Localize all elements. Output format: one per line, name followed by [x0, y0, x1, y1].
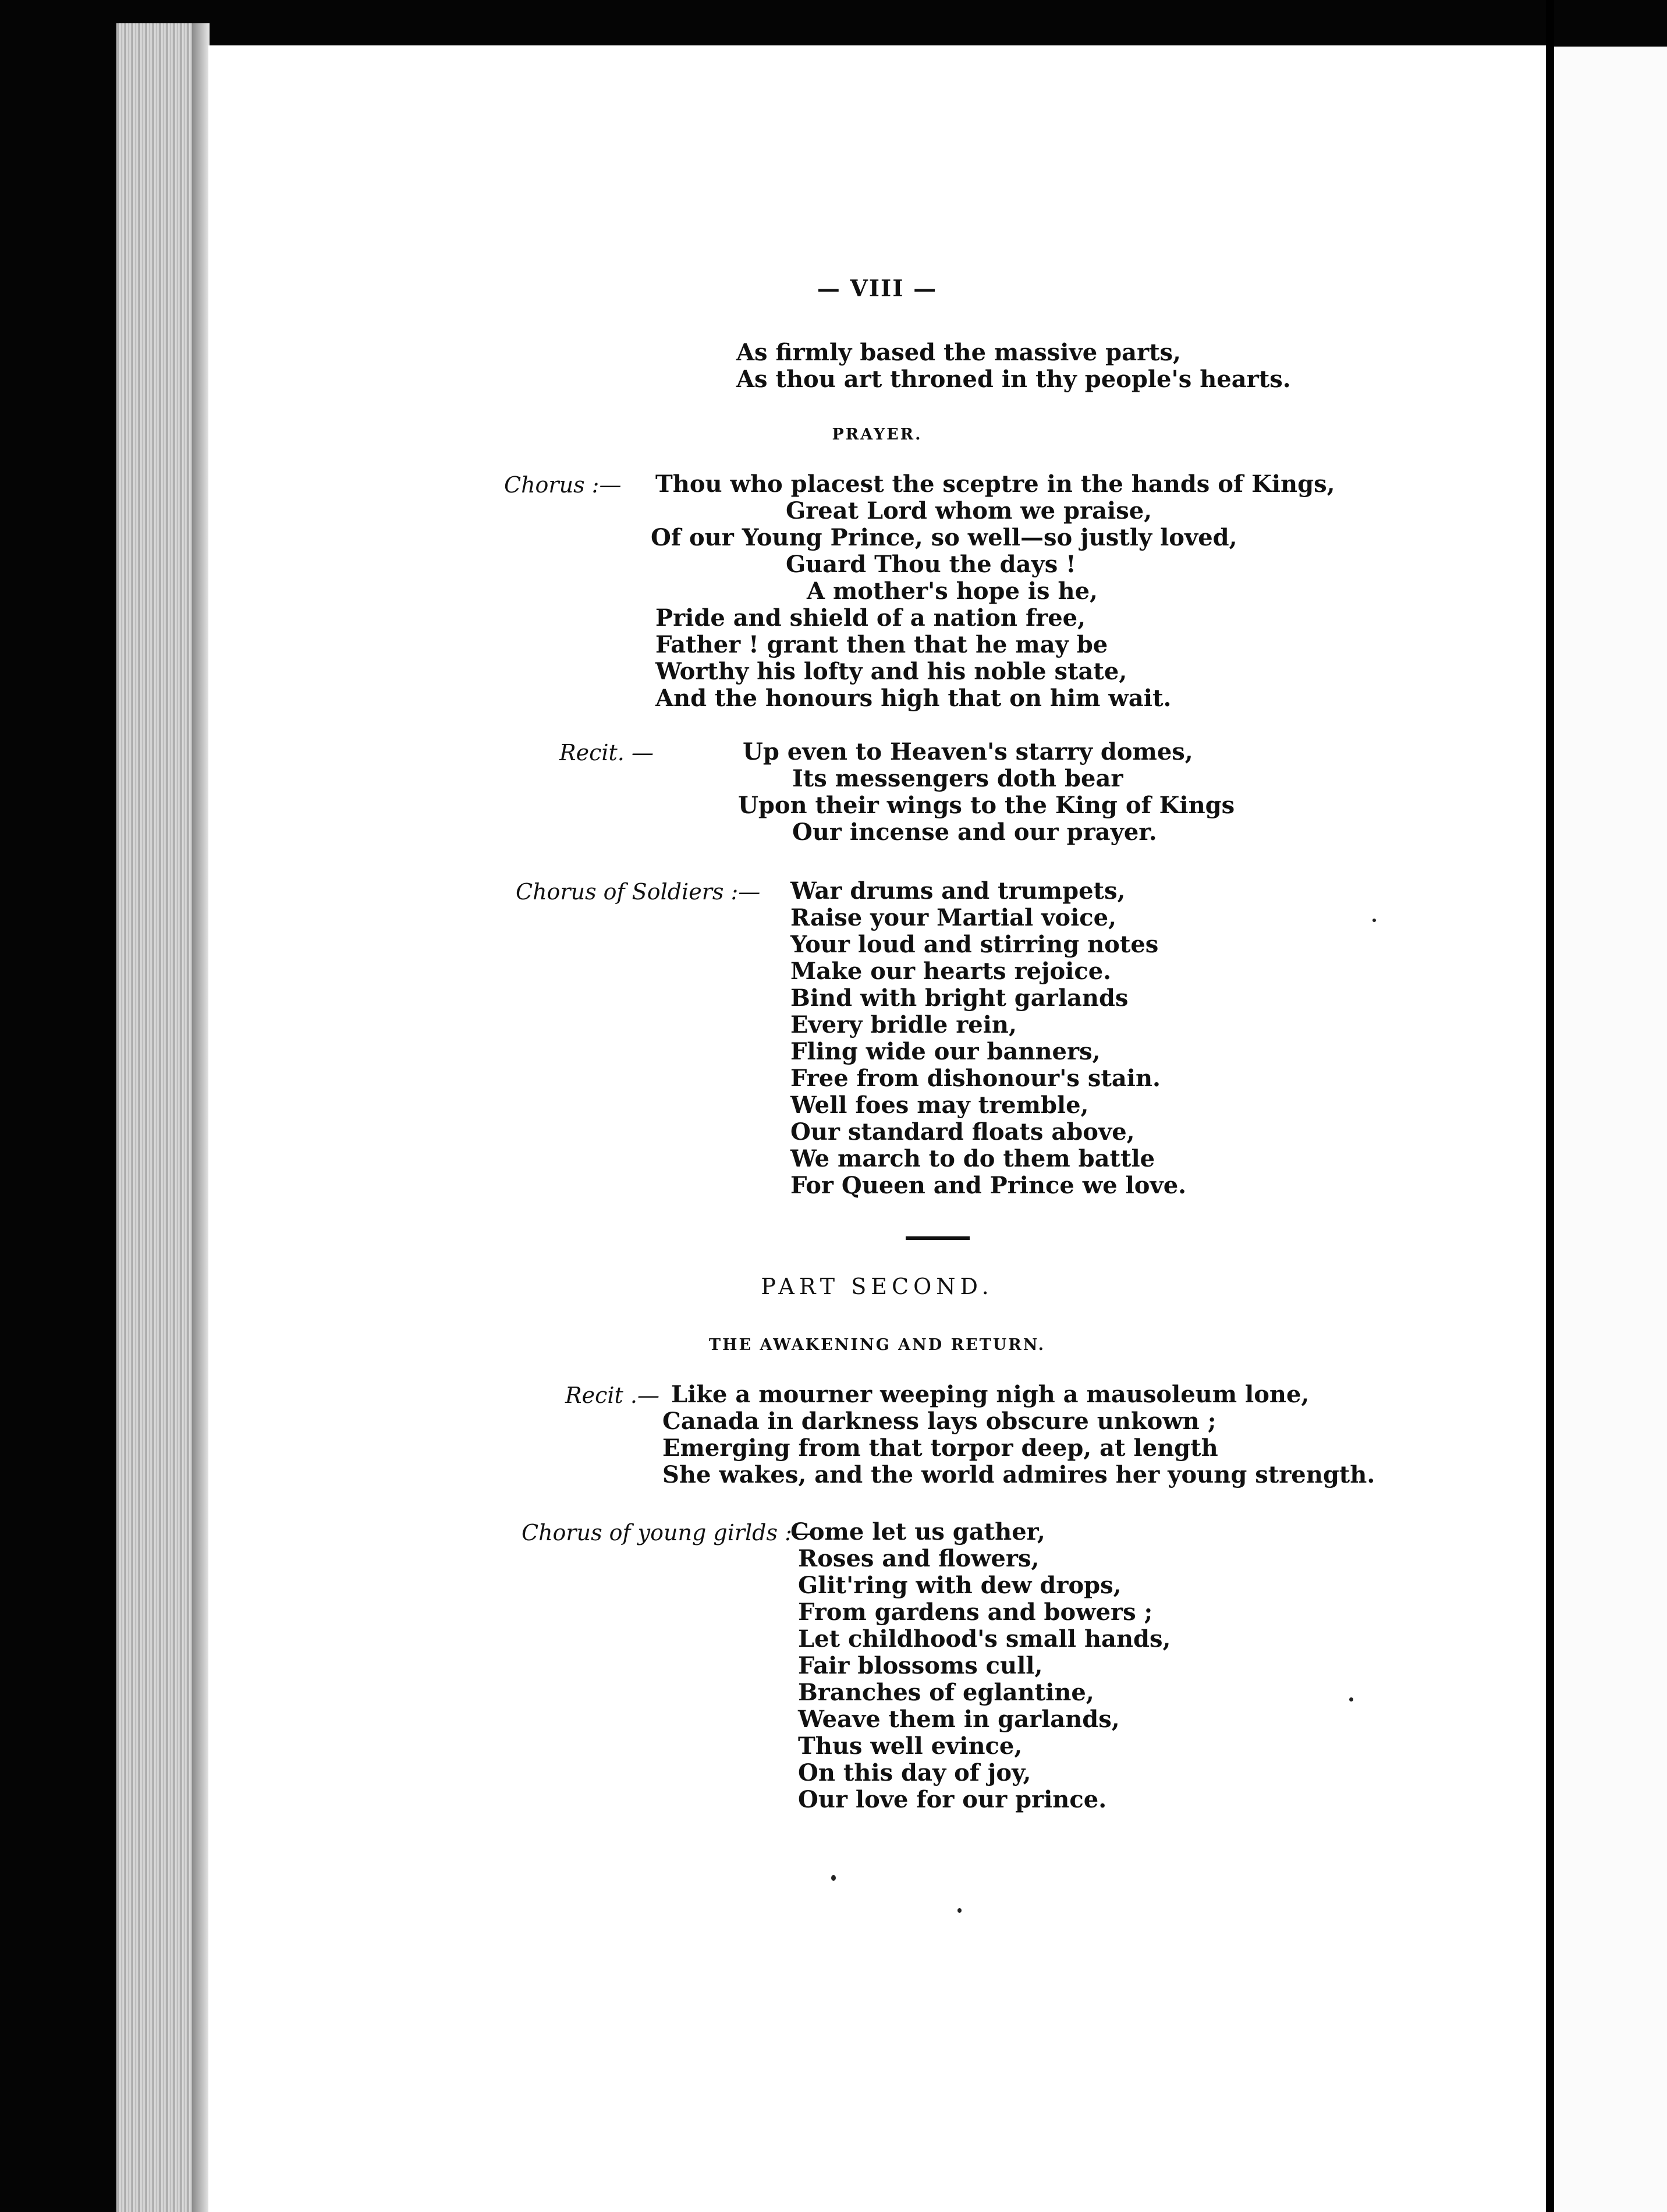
verse-line: On this day of joy, — [798, 1759, 1031, 1786]
verse-line: Up even to Heaven's starry domes, — [743, 738, 1193, 765]
book-gutter-shadow — [192, 23, 210, 2212]
verse-line: Raise your Martial voice, — [790, 904, 1116, 931]
recit-label: Recit .— — [565, 1383, 659, 1408]
verse-line: Of our Young Prince, so well—so justly loved, — [651, 524, 1237, 551]
verse-line: Every bridle rein, — [790, 1011, 1017, 1038]
book-page — [208, 45, 1546, 2212]
verse-line: Free from dishonour's stain. — [790, 1065, 1161, 1092]
verse-line: Branches of eglantine, — [798, 1679, 1094, 1706]
verse-line: Our standard floats above, — [790, 1118, 1135, 1146]
verse-line: Make our hearts rejoice. — [790, 958, 1112, 985]
page-number: — VIII — — [817, 275, 938, 302]
verse-line: Fling wide our banners, — [790, 1038, 1101, 1065]
verse-line: Like a mourner weeping nigh a mausoleum lone, — [671, 1381, 1310, 1408]
verse-line: Our incense and our prayer. — [792, 818, 1157, 846]
recit-label: Recit. — — [559, 740, 654, 765]
adjacent-page-edge — [1554, 47, 1667, 2212]
scan-speck — [1349, 1697, 1353, 1701]
scan-speck — [957, 1908, 962, 1913]
verse-line: And the honours high that on him wait. — [655, 685, 1172, 712]
verse-line: She wakes, and the world admires her young strength. — [662, 1461, 1375, 1488]
part-subheading: THE AWAKENING AND RETURN. — [708, 1336, 1046, 1354]
verse-line: Our love for our prince. — [798, 1786, 1107, 1813]
verse-line: Weave them in garlands, — [798, 1706, 1120, 1733]
verse-line: Pride and shield of a nation free, — [655, 604, 1086, 632]
gutter-right — [1546, 0, 1554, 2212]
verse-line: Guard Thou the days ! — [786, 551, 1076, 578]
girls-chorus-label: Chorus of young girlds :— — [522, 1520, 814, 1545]
verse-line: Thou who placest the sceptre in the hands of Kings, — [655, 470, 1335, 498]
section-divider — [906, 1236, 970, 1240]
verse-line: Bind with bright garlands — [790, 984, 1129, 1012]
verse-line: A mother's hope is he, — [807, 577, 1098, 605]
verse-line: Canada in darkness lays obscure unkown ; — [662, 1408, 1216, 1435]
verse-line: Fair blossoms cull, — [798, 1652, 1043, 1679]
verse-line: Let childhood's small hands, — [798, 1625, 1171, 1653]
verse-line: Father ! grant then that he may be — [655, 631, 1108, 658]
verse-line: Upon their wings to the King of Kings — [738, 792, 1235, 819]
verse-line: Well foes may tremble, — [790, 1091, 1089, 1119]
verse-line: Come let us gather, — [790, 1518, 1045, 1545]
verse-line: Worthy his lofty and his noble state, — [655, 658, 1127, 685]
verse-line: Thus well evince, — [798, 1732, 1023, 1760]
part-heading: PART SECOND. — [761, 1274, 994, 1299]
scan-speck — [1372, 919, 1376, 922]
verse-line: Its messengers doth bear — [792, 765, 1123, 792]
verse-line: As firmly based the massive parts, — [736, 339, 1181, 366]
scan-speck — [831, 1875, 836, 1881]
verse-line: For Queen and Prince we love. — [790, 1172, 1187, 1199]
chorus-label: Chorus :— — [504, 472, 622, 498]
section-heading-prayer: PRAYER. — [832, 426, 923, 444]
verse-line: From gardens and bowers ; — [798, 1598, 1153, 1626]
verse-line: Your loud and stirring notes — [790, 931, 1159, 958]
verse-line: Emerging from that torpor deep, at length — [662, 1434, 1218, 1462]
soldiers-chorus-label: Chorus of Soldiers :— — [516, 879, 761, 905]
verse-line: War drums and trumpets, — [790, 877, 1126, 905]
verse-line: Great Lord whom we praise, — [786, 497, 1152, 524]
verse-line: Roses and flowers, — [798, 1545, 1040, 1572]
verse-line: Glit'ring with dew drops, — [798, 1572, 1122, 1599]
verse-line: We march to do them battle — [790, 1145, 1155, 1172]
verse-line: As thou art throned in thy people's hearts. — [736, 366, 1291, 393]
